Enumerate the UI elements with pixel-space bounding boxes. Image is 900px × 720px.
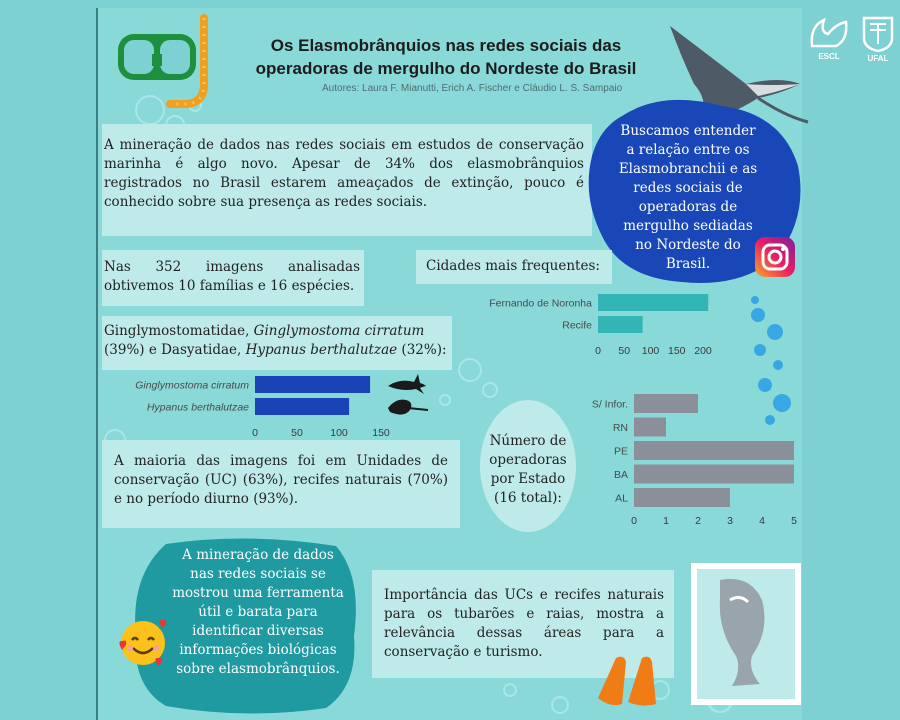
operators-caption <box>484 432 572 508</box>
tick-label: 0 <box>631 515 637 527</box>
tick-label: 50 <box>618 345 631 357</box>
goal-line: no Nordeste do <box>635 237 741 253</box>
flippers-icon <box>592 652 664 708</box>
tick-label: 200 <box>694 345 712 357</box>
bar <box>255 398 349 415</box>
species-caption <box>104 322 450 360</box>
goal-line: Brasil. <box>665 256 711 272</box>
ufal-logo <box>860 14 896 66</box>
category-label: Fernando de Noronha <box>489 297 592 310</box>
tick-label: 3 <box>727 515 733 527</box>
goal-line: a relação entre os <box>626 142 750 158</box>
lab-logo-mark-icon <box>806 16 852 50</box>
species-name: Hypanus berthalutzae <box>245 342 398 358</box>
bar <box>598 316 643 333</box>
habitat-text: A maioria das imagens foi em Unidades de conservação (UC) (63%), recifes naturais (70%) e no período diurno (93%). <box>114 453 448 507</box>
conclusion-line: A mineração de dados <box>182 547 334 563</box>
intro-text: A mineração de dados nas redes sociais em estudos de conservação marinha é algo novo. Apesar de 34% dos elasmobrânquios registrados no Brasil estarem ameaçados de extinção, pouco é conhecido sobre sua presença as redes sociais. <box>104 137 584 210</box>
category-label: BA <box>613 469 628 481</box>
operators-caption-line: por Estado <box>490 471 566 487</box>
title-line-2: operadoras de mergulho do Nordeste do Brasil <box>255 59 637 78</box>
category-label: RN <box>612 422 628 434</box>
cities-chart-title: Cidades mais frequentes: <box>426 258 600 274</box>
conclusion-line: mostrou uma ferramenta <box>172 585 344 601</box>
tick-label: 2 <box>695 515 701 527</box>
bar <box>634 465 794 484</box>
category-label: Hypanus berthalutzae <box>146 401 249 414</box>
cities-chart <box>450 288 740 360</box>
tick-label: 100 <box>641 345 660 357</box>
stingray-icon <box>386 396 430 422</box>
shark-icon <box>386 372 428 396</box>
goal-line: redes sociais de <box>633 180 743 196</box>
bar <box>255 376 370 393</box>
category-label: AL <box>615 492 628 505</box>
tick-label: 150 <box>667 345 686 357</box>
conclusion-line: sobre elasmobrânquios. <box>176 661 340 677</box>
goal-line: operadoras de <box>638 199 738 215</box>
importance-text: Importância das UCs e recifes naturais para os tubarões e raias, mostra a relevância dessas áreas para a conservação e turismo. <box>384 587 664 660</box>
bar <box>634 441 794 460</box>
operators-caption-line: (16 total): <box>494 490 562 506</box>
ufal-logo-label: UFAL <box>867 54 889 63</box>
lab-logo-label: ESCL <box>818 52 840 61</box>
smiling-face-hearts-icon <box>116 616 170 670</box>
tick-label: 1 <box>663 515 669 527</box>
shark-photo-icon <box>690 560 804 710</box>
conclusion-line: nas redes sociais se <box>190 566 326 582</box>
lab-logo <box>806 16 852 60</box>
tick-label: 4 <box>759 515 765 527</box>
category-label: PE <box>613 445 628 458</box>
conclusion-line: útil e barata para <box>198 604 318 620</box>
states-chart <box>576 390 802 530</box>
tick-label: 50 <box>291 427 303 439</box>
operators-caption-line: Número de <box>489 433 567 449</box>
category-label: Ginglymostoma cirratum <box>135 379 249 392</box>
bar <box>634 418 666 437</box>
category-label: Recife <box>562 319 592 332</box>
goal-line: Buscamos entender <box>620 123 756 139</box>
authors-line: Autores: Laura F. Mianutti, Erich A. Fischer e Cláudio L. S. Sampaio <box>322 83 623 94</box>
species-name: Ginglymostoma cirratum <box>253 323 425 339</box>
bar <box>634 394 698 413</box>
stats-text: Nas 352 imagens analisadas obtivemos 10 famílias e 16 espécies. <box>104 259 360 294</box>
goal-text <box>604 122 772 274</box>
operators-caption-line: operadoras <box>489 452 567 468</box>
bar <box>598 294 708 311</box>
tick-label: 100 <box>330 427 348 439</box>
conclusion-line: identificar diversas <box>192 623 324 639</box>
species-caption-part: (39%) e Dasyatidae, <box>104 342 246 358</box>
ufal-crest-icon <box>860 14 896 52</box>
tick-label: 5 <box>791 515 797 527</box>
goal-line: Elasmobranchii e as <box>618 161 758 177</box>
goal-line: mergulho sediadas <box>623 218 753 234</box>
species-caption-part: Ginglymostomatidae, <box>104 323 254 339</box>
conclusion-text <box>158 546 358 679</box>
species-caption-part: (32%): <box>397 342 447 358</box>
title-line-1: Os Elasmobrânquios nas redes sociais das <box>270 36 622 55</box>
species-chart <box>100 368 400 442</box>
conclusion-line: informações biológicas <box>179 642 337 658</box>
category-label: S/ Infor. <box>591 398 628 411</box>
tick-label: 0 <box>595 345 601 357</box>
tick-label: 0 <box>252 427 258 439</box>
instagram-icon <box>754 236 796 278</box>
bar <box>634 488 730 507</box>
poster-title <box>236 34 656 80</box>
snorkel-mask-icon <box>112 14 214 110</box>
tick-label: 150 <box>372 427 390 439</box>
